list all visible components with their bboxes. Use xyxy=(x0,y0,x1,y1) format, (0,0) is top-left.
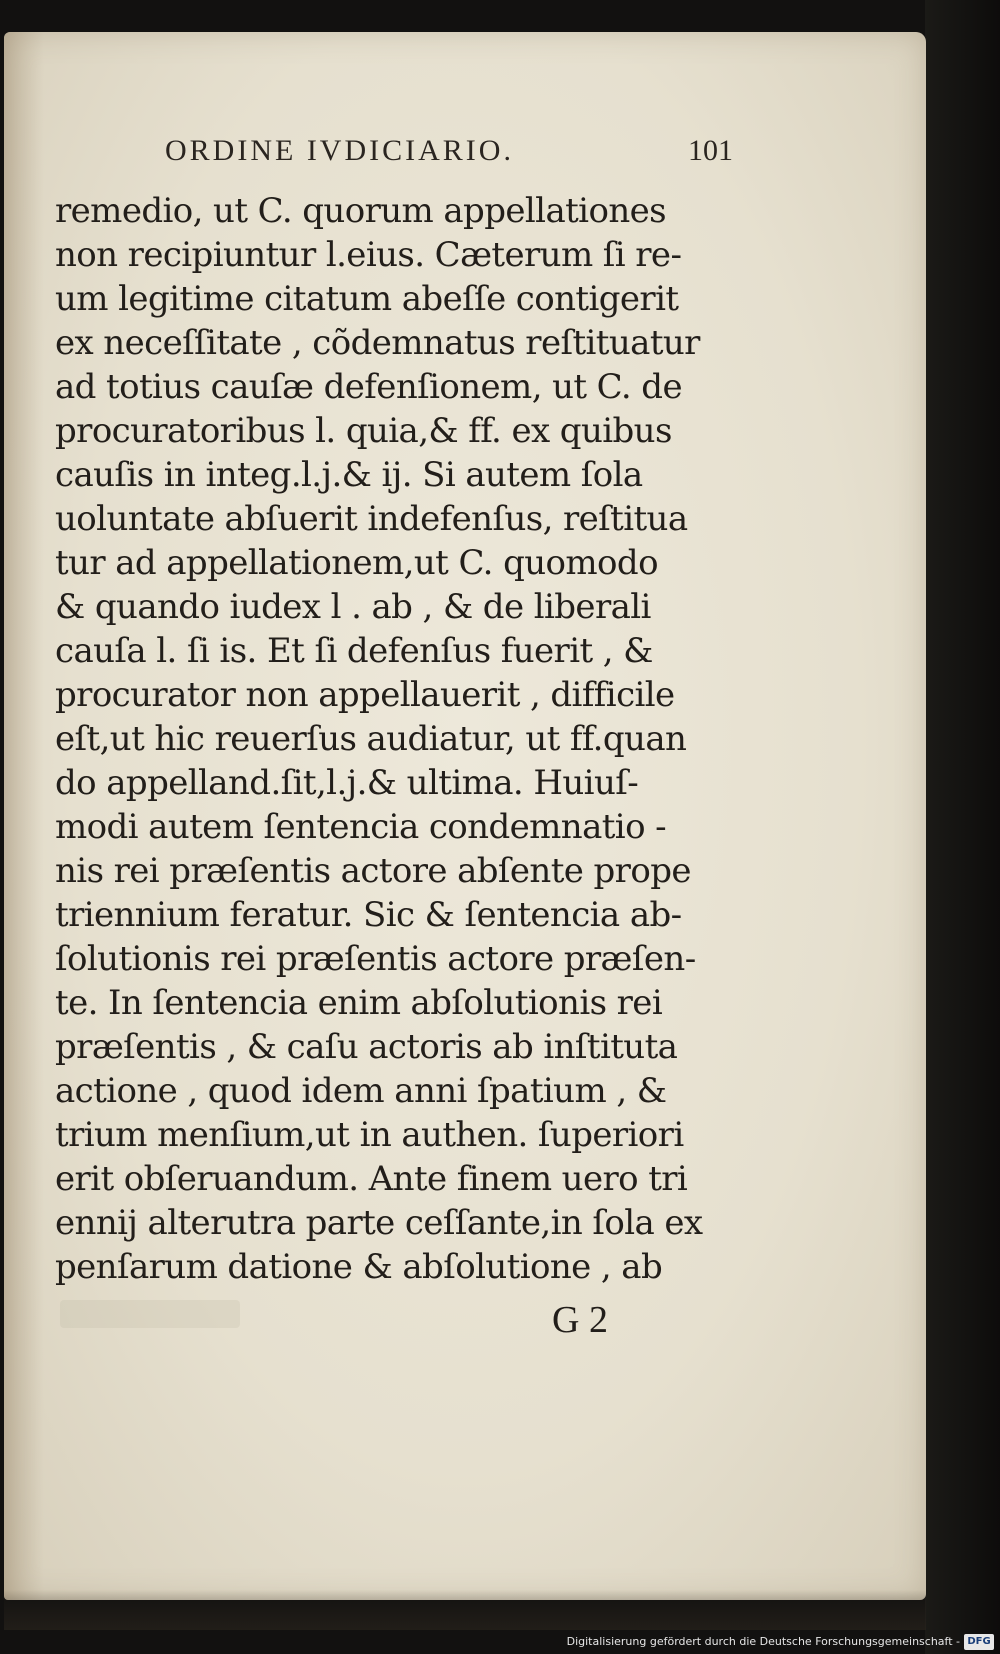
text-line: te. In ſentencia enim abſolutionis rei xyxy=(55,983,663,1023)
text-line: modi autem ſentencia condemnatio - xyxy=(55,807,667,847)
running-head: ORDINE IVDICIARIO. xyxy=(165,134,514,167)
text-line: do appelland.ſit,l.j.& ultima. Huiuſ- xyxy=(55,763,639,803)
text-line: penſarum datione & abſolutione , ab xyxy=(55,1247,663,1287)
text-line: triennium feratur. Sic & ſentencia ab- xyxy=(55,895,682,935)
text-line: ad totius cauſæ defenſionem, ut C. de xyxy=(55,367,682,407)
text-line: procuratoribus l. quia,& ff. ex quibus xyxy=(55,411,672,451)
text-line: ennij alterutra parte ceſſante,in ſola ex xyxy=(55,1203,703,1243)
text-line: cauſis in integ.l.j.& ij. Si autem ſola xyxy=(55,455,643,495)
text-line: cauſa l. ſi is. Et ſi defenſus fuerit , & xyxy=(55,631,653,671)
text-line: um legitime citatum abeſſe contigerit xyxy=(55,279,679,319)
text-line: procurator non appellauerit , difficile xyxy=(55,675,675,715)
text-line: actione , quod idem anni ſpatium , & xyxy=(55,1071,667,1111)
page-bottom-edge xyxy=(4,1590,926,1630)
page-number: 101 xyxy=(688,134,733,167)
text-line: non recipiuntur l.eius. Cæterum ſi re- xyxy=(55,235,682,275)
body-text xyxy=(55,189,735,1289)
text-line: nis rei præſentis actore abſente prope xyxy=(55,851,691,891)
show-through-stain xyxy=(60,1300,240,1328)
funding-credit: Digitalisierung gefördert durch die Deutsche Forschungsgemeinschaft - xyxy=(566,1635,960,1648)
text-line: trium menſium,ut in authen. ſuperiori xyxy=(55,1115,684,1155)
text-line: uoluntate abſuerit indefenſus, reſtitua xyxy=(55,499,688,539)
text-line: ſolutionis rei præſentis actore præſen- xyxy=(55,939,696,979)
gutter-shadow xyxy=(4,32,44,1600)
text-line: & quando iudex l . ab , & de liberali xyxy=(55,587,651,627)
text-line: remedio, ut C. quorum appellationes xyxy=(55,191,666,231)
text-line: ex neceſſitate , cõdemnatus reſtituatur xyxy=(55,323,700,363)
text-line: præſentis , & caſu actoris ab inſtituta xyxy=(55,1027,678,1067)
dfg-logo: DFG xyxy=(964,1634,994,1650)
text-line: eſt,ut hic reuerſus audiatur, ut ff.quan xyxy=(55,719,687,759)
scan-background xyxy=(925,0,1000,1654)
signature-mark: G 2 xyxy=(552,1299,608,1341)
text-line: erit obſeruandum. Ante finem uero tri xyxy=(55,1159,688,1199)
text-line: tur ad appellationem,ut C. quomodo xyxy=(55,543,658,583)
